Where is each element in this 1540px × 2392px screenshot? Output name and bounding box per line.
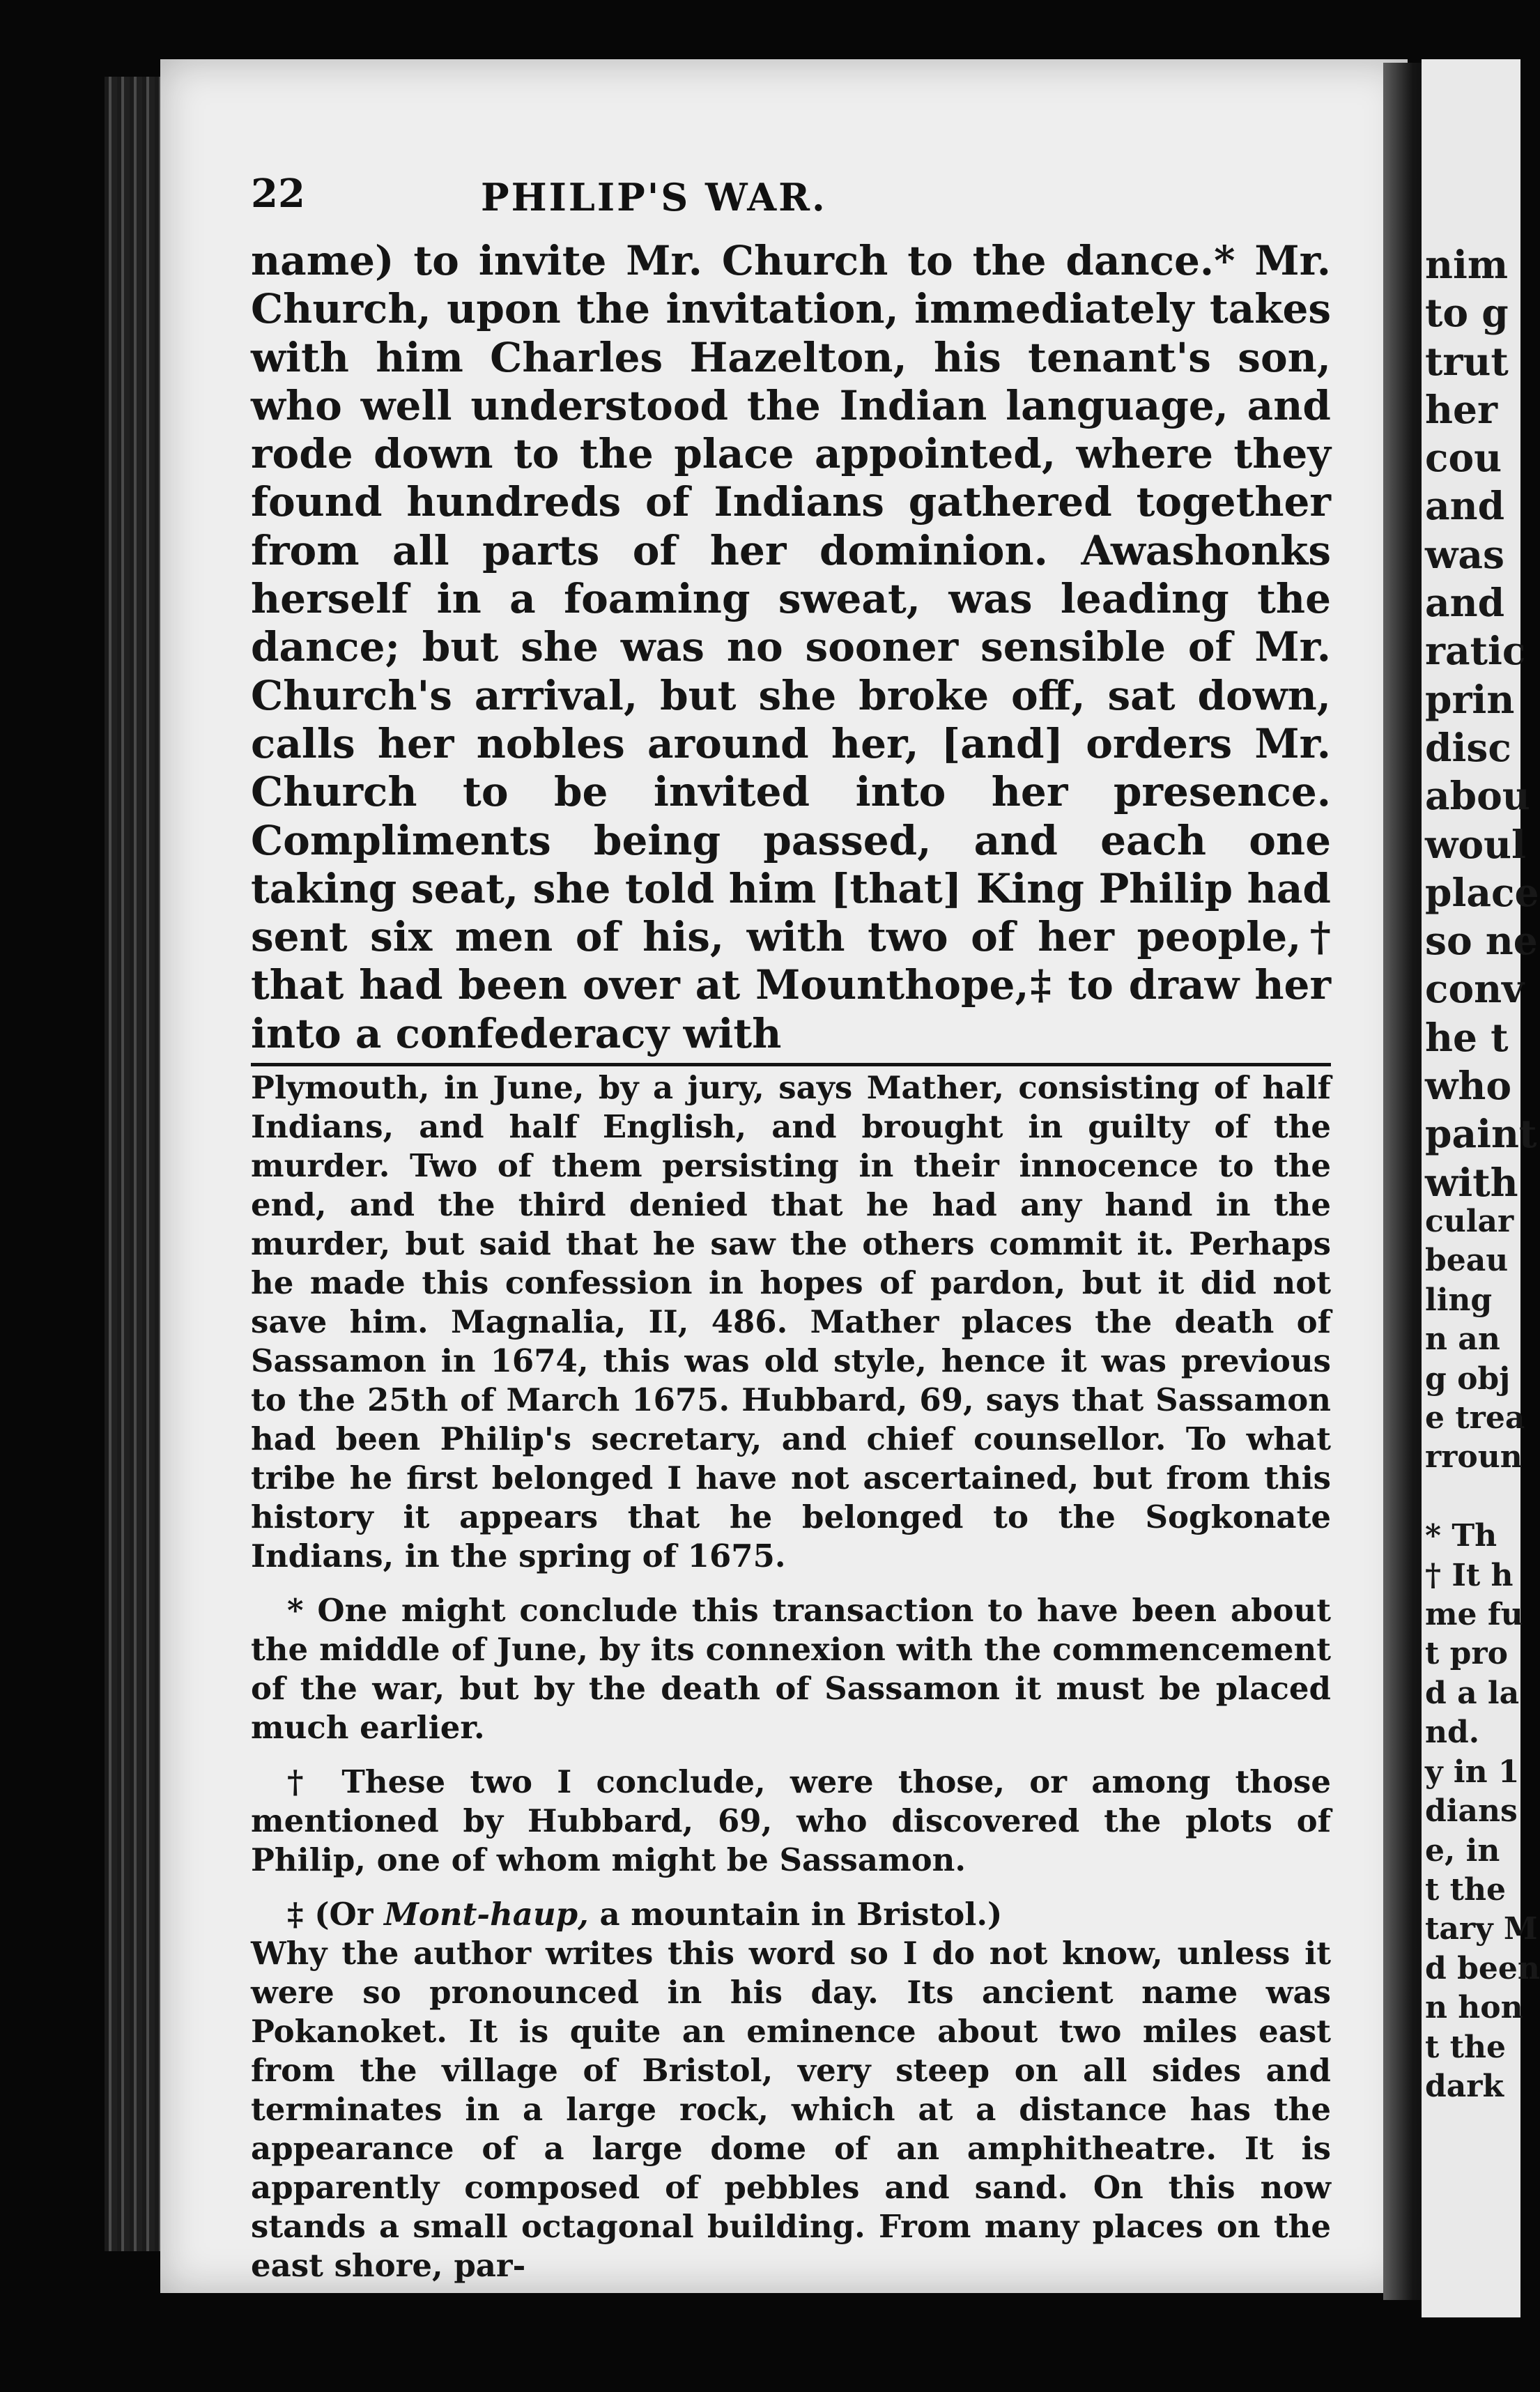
page-number: 22 bbox=[251, 171, 305, 217]
footnote-dagger: † These two I conclude, were those, or among those mentioned by Hubbard, 69, who discovered the plots of Philip, one of whom might be Sassamon. bbox=[251, 1763, 1331, 1878]
footnotes bbox=[251, 1068, 1331, 2285]
footnote-heading-rest: a mountain in Bristol.) bbox=[599, 1896, 1003, 1933]
page-header bbox=[251, 171, 1324, 233]
book-page bbox=[160, 59, 1408, 2293]
adjacent-page-note-fragments: cular beau ling n an g obj e trea rroun * Th † It h me fu t pro d a la nd. y in 1 dians e, in t the tary M d been n hon t the dark bbox=[1425, 1204, 1540, 2104]
footnote-asterisk: * One might conclude this transaction to have been about the middle of June, by its connexion with the commencement of the war, but by the death of Sassamon it must be placed much earlier. bbox=[251, 1592, 1331, 1746]
running-head: PHILIP'S WAR. bbox=[481, 175, 827, 220]
footnote-marker: ‡ (Or bbox=[287, 1896, 374, 1933]
book-edge bbox=[105, 77, 160, 2251]
adjacent-page bbox=[1422, 59, 1540, 2317]
footnote-double-dagger-heading bbox=[251, 1895, 1331, 1934]
footnote-continued: Plymouth, in June, by a jury, says Mather, consisting of half Indians, and half English, and brought in guilty of the murder. Two of them persisting in their innocence to the end, and the third denied that he had any hand in the murder, but said that he saw the others commit it. Perhaps he made this confession in hopes of pardon, but it did not save him. Magnalia, II, 486. Mather places the death of Sassamon in 1674, this was old style, hence it was previous to the 25th of March 1675. Hubbard, 69, says that Sassamon had been Philip's secretary, and chief counsellor. To what tribe he first belonged I have not ascertained, but from this history it appears that he belonged to the Sogkonate Indians, in the spring of 1675. bbox=[251, 1069, 1331, 1574]
footnote-double-dagger: Why the author writes this word so I do not know, unless it were so pronounced in his day. Its ancient name was Pokanoket. It is quite an eminence about two miles east from the village of Bristol, very steep on all sides and terminates in a large rock, which at a distance has the appearance of a large dome of an amphitheatre. It is apparently composed of pebbles and sand. On this now stands a small octagonal building. From many places on the east shore, par- bbox=[251, 1935, 1331, 2284]
footnote-title: Mont-haup, bbox=[384, 1896, 589, 1933]
footnote-rule bbox=[251, 1063, 1331, 1066]
body-text: name) to invite Mr. Church to the dance.* Mr. Church, upon the invitation, immediately takes with him Charles Hazelton, his tenant's son, who well understood the Indian language, and rode down to the place appointed, where they found hundreds of Indians gathered together from all parts of her dominion. Awashonks herself in a foaming sweat, was leading the dance; but she was no sooner sensible of Mr. Church's arrival, but she broke off, sat down, calls her nobles around her, [and] orders Mr. Church to be invited into her presence. Compliments being passed, and each one taking seat, she told him [that] King Philip had sent six men of his, with two of her people,† that had been over at Mounthope,‡ to draw her into a confederacy with bbox=[251, 237, 1331, 1057]
adjacent-page-body-fragments: nim to g trut her cou and was and ratic prin disc abou woul place so ne conv he t who paint with bbox=[1425, 242, 1539, 1205]
